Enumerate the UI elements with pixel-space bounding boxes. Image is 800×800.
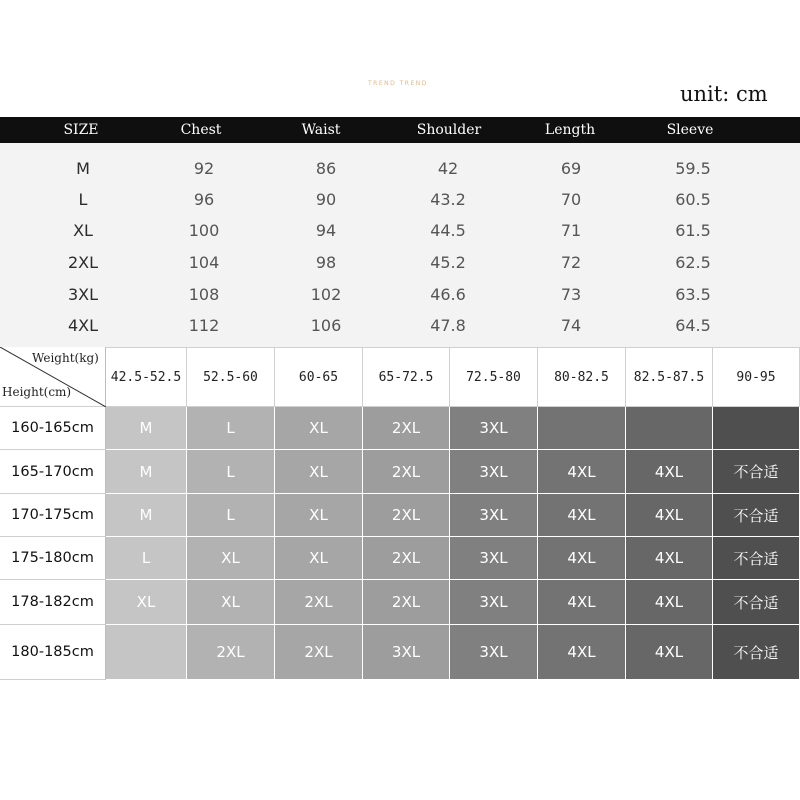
fit-size-cell: 3XL — [450, 625, 538, 680]
header-length: Length — [544, 122, 596, 138]
corner-weight-label: Weight(kg) — [32, 351, 99, 365]
size-value: 92 — [193, 159, 215, 178]
fit-size-cell: 2XL — [363, 580, 450, 625]
fit-size-cell: M — [106, 450, 187, 494]
size-value: 59.5 — [675, 159, 711, 178]
size-value: 42 — [437, 159, 459, 178]
fit-size-cell: 2XL — [363, 450, 450, 494]
weight-header: 80-82.5 — [538, 347, 626, 407]
fit-size-cell: 3XL — [363, 625, 450, 680]
height-header: 170-175cm — [0, 494, 106, 537]
fit-size-cell: M — [106, 494, 187, 537]
fit-size-cell: L — [187, 494, 275, 537]
size-row — [0, 153, 800, 185]
header-sleeve: Sleeve — [666, 122, 714, 138]
size-label: 3XL — [67, 285, 99, 304]
size-value: 100 — [188, 221, 220, 240]
fit-size-cell: M — [106, 407, 187, 450]
size-row — [0, 310, 800, 342]
size-value: 104 — [188, 253, 220, 272]
fit-size-cell: XL — [275, 537, 363, 580]
fit-size-cell: XL — [187, 580, 275, 625]
header-chest: Chest — [180, 122, 222, 138]
header-size: SIZE — [63, 122, 99, 138]
fit-size-cell: 3XL — [450, 580, 538, 625]
weight-header: 42.5-52.5 — [106, 347, 187, 407]
fit-size-cell: 3XL — [450, 537, 538, 580]
height-header: 160-165cm — [0, 407, 106, 450]
fit-size-cell: XL — [187, 537, 275, 580]
size-value: 112 — [188, 316, 220, 335]
size-value: 69 — [560, 159, 582, 178]
fit-size-cell: 2XL — [275, 625, 363, 680]
size-row — [0, 184, 800, 216]
height-header: 165-170cm — [0, 450, 106, 494]
fit-size-cell — [538, 407, 626, 450]
fit-size-cell: 2XL — [275, 580, 363, 625]
weight-header: 90-95 — [713, 347, 800, 407]
fit-size-cell: L — [106, 537, 187, 580]
size-value: 106 — [310, 316, 342, 335]
fit-size-cell: XL — [275, 407, 363, 450]
size-value: 108 — [188, 285, 220, 304]
size-row — [0, 215, 800, 247]
fit-size-cell: 4XL — [538, 537, 626, 580]
weight-header: 65-72.5 — [363, 347, 450, 407]
fit-size-cell: 4XL — [626, 450, 713, 494]
fit-size-cell: 4XL — [538, 625, 626, 680]
height-header: 180-185cm — [0, 625, 106, 680]
fit-size-cell: 不合适 — [713, 580, 800, 625]
size-value: 46.6 — [430, 285, 466, 304]
size-value: 72 — [560, 253, 582, 272]
size-value: 96 — [193, 190, 215, 209]
fit-size-cell: 3XL — [450, 494, 538, 537]
weight-header: 72.5-80 — [450, 347, 538, 407]
fit-size-cell: 2XL — [363, 537, 450, 580]
size-value: 74 — [560, 316, 582, 335]
weight-header: 82.5-87.5 — [626, 347, 713, 407]
fit-size-cell: 3XL — [450, 450, 538, 494]
fit-size-cell: 不合适 — [713, 450, 800, 494]
fit-size-cell: 4XL — [538, 450, 626, 494]
size-value: 63.5 — [675, 285, 711, 304]
fit-size-cell: 4XL — [538, 580, 626, 625]
size-table-header — [0, 117, 800, 143]
size-table-body — [0, 143, 800, 347]
fit-table-corner — [0, 347, 106, 407]
weight-header: 52.5-60 — [187, 347, 275, 407]
fit-size-cell: L — [187, 450, 275, 494]
fit-size-cell: 不合适 — [713, 494, 800, 537]
size-value: 90 — [315, 190, 337, 209]
fit-size-cell: 4XL — [626, 580, 713, 625]
size-value: 43.2 — [430, 190, 466, 209]
size-value: 44.5 — [430, 221, 466, 240]
fit-size-cell: 3XL — [450, 407, 538, 450]
size-value: 102 — [310, 285, 342, 304]
size-label: M — [76, 159, 90, 178]
fit-size-cell: XL — [275, 450, 363, 494]
fit-size-cell: 4XL — [626, 537, 713, 580]
fit-size-cell: 2XL — [187, 625, 275, 680]
size-value: 47.8 — [430, 316, 466, 335]
fit-size-cell — [713, 407, 800, 450]
size-row — [0, 247, 800, 279]
fit-size-cell: 4XL — [626, 494, 713, 537]
fit-size-cell: 4XL — [538, 494, 626, 537]
top-watermark-text: TREND TREND — [368, 80, 428, 87]
header-shoulder: Shoulder — [416, 122, 482, 138]
unit-label: unit: cm — [680, 82, 768, 106]
size-value: 86 — [315, 159, 337, 178]
size-value: 73 — [560, 285, 582, 304]
height-header: 178-182cm — [0, 580, 106, 625]
size-value: 98 — [315, 253, 337, 272]
fit-size-cell: 2XL — [363, 494, 450, 537]
size-label: 4XL — [67, 316, 99, 335]
size-value: 94 — [315, 221, 337, 240]
size-value: 70 — [560, 190, 582, 209]
fit-size-cell: XL — [106, 580, 187, 625]
fit-size-cell: 4XL — [626, 625, 713, 680]
corner-height-label: Height(cm) — [2, 385, 72, 399]
size-label: XL — [73, 221, 93, 240]
size-label: L — [78, 190, 88, 209]
weight-header: 60-65 — [275, 347, 363, 407]
header-waist: Waist — [301, 122, 341, 138]
fit-size-cell — [106, 625, 187, 680]
fit-size-cell — [626, 407, 713, 450]
fit-size-cell: L — [187, 407, 275, 450]
size-value: 62.5 — [675, 253, 711, 272]
size-value: 60.5 — [675, 190, 711, 209]
height-header: 175-180cm — [0, 537, 106, 580]
size-label: 2XL — [67, 253, 99, 272]
size-value: 64.5 — [675, 316, 711, 335]
fit-size-cell: 不合适 — [713, 537, 800, 580]
size-value: 61.5 — [675, 221, 711, 240]
fit-size-cell: 2XL — [363, 407, 450, 450]
fit-size-cell: XL — [275, 494, 363, 537]
size-value: 71 — [560, 221, 582, 240]
size-value: 45.2 — [430, 253, 466, 272]
fit-size-cell: 不合适 — [713, 625, 800, 680]
fit-table — [0, 347, 800, 680]
size-row — [0, 279, 800, 311]
